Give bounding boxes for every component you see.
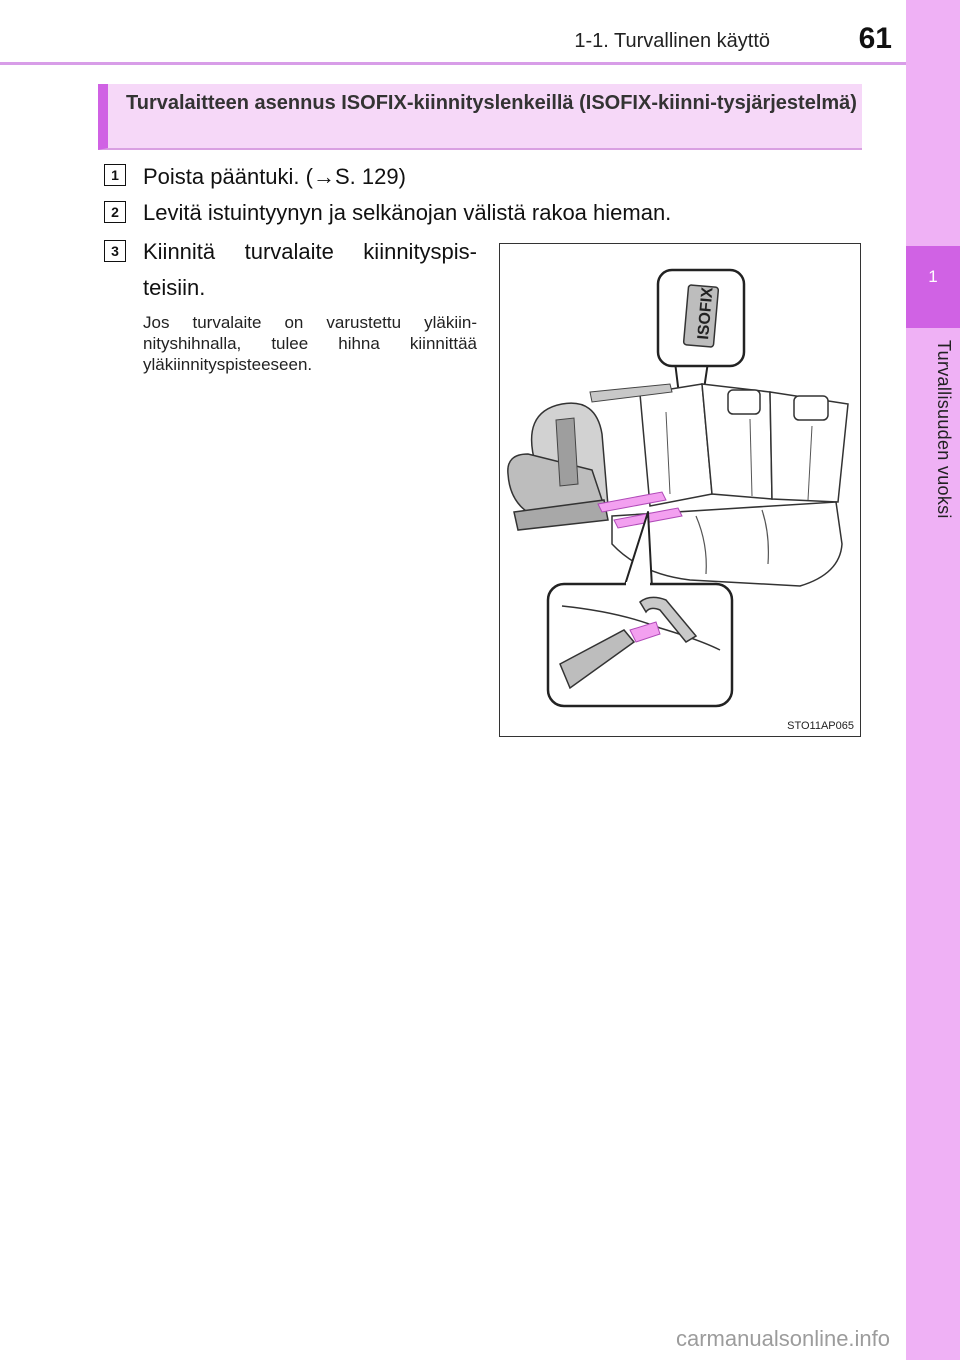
- step-3-note: Jos turvalaite on varustettu yläkiin-nityshihnalla, tulee hihna kiinnittää yläkiinnityspisteeseen.: [143, 313, 477, 374]
- site-watermark: carmanualsonline.info: [676, 1326, 891, 1351]
- running-header-title: 1-1. Turvallinen käyttö: [574, 30, 770, 52]
- chapter-number-tab: 1: [906, 246, 960, 328]
- page-number: 61: [858, 22, 892, 55]
- header-divider: [0, 62, 906, 65]
- chapter-label: Turvallisuuden vuoksi: [934, 340, 954, 519]
- rear-seat-drawing: [500, 244, 859, 735]
- step-text-1: Poista pääntuki. (→S. 129): [143, 164, 406, 189]
- step-number-1: 1: [104, 164, 126, 186]
- chapter-side-tab: [906, 0, 960, 1360]
- step-number-3: 3: [104, 240, 126, 262]
- section-heading-box: [98, 84, 862, 150]
- section-title: Turvalaitteen asennus ISOFIX-kiinnityslenkeillä (ISOFIX-kiinni-tysjärjestelmä): [126, 92, 857, 114]
- isofix-callout-label: ISOFIX: [695, 286, 717, 341]
- step-text-2: Levitä istuintyynyn ja selkänojan välistä rakoa hieman.: [143, 200, 672, 225]
- figure-code: STO11AP065: [787, 720, 854, 732]
- isofix-illustration: [499, 243, 861, 737]
- step-number-2: 2: [104, 201, 126, 223]
- step-text-3: Kiinnitä turvalaite kiinnityspis-teisiin.: [143, 239, 477, 300]
